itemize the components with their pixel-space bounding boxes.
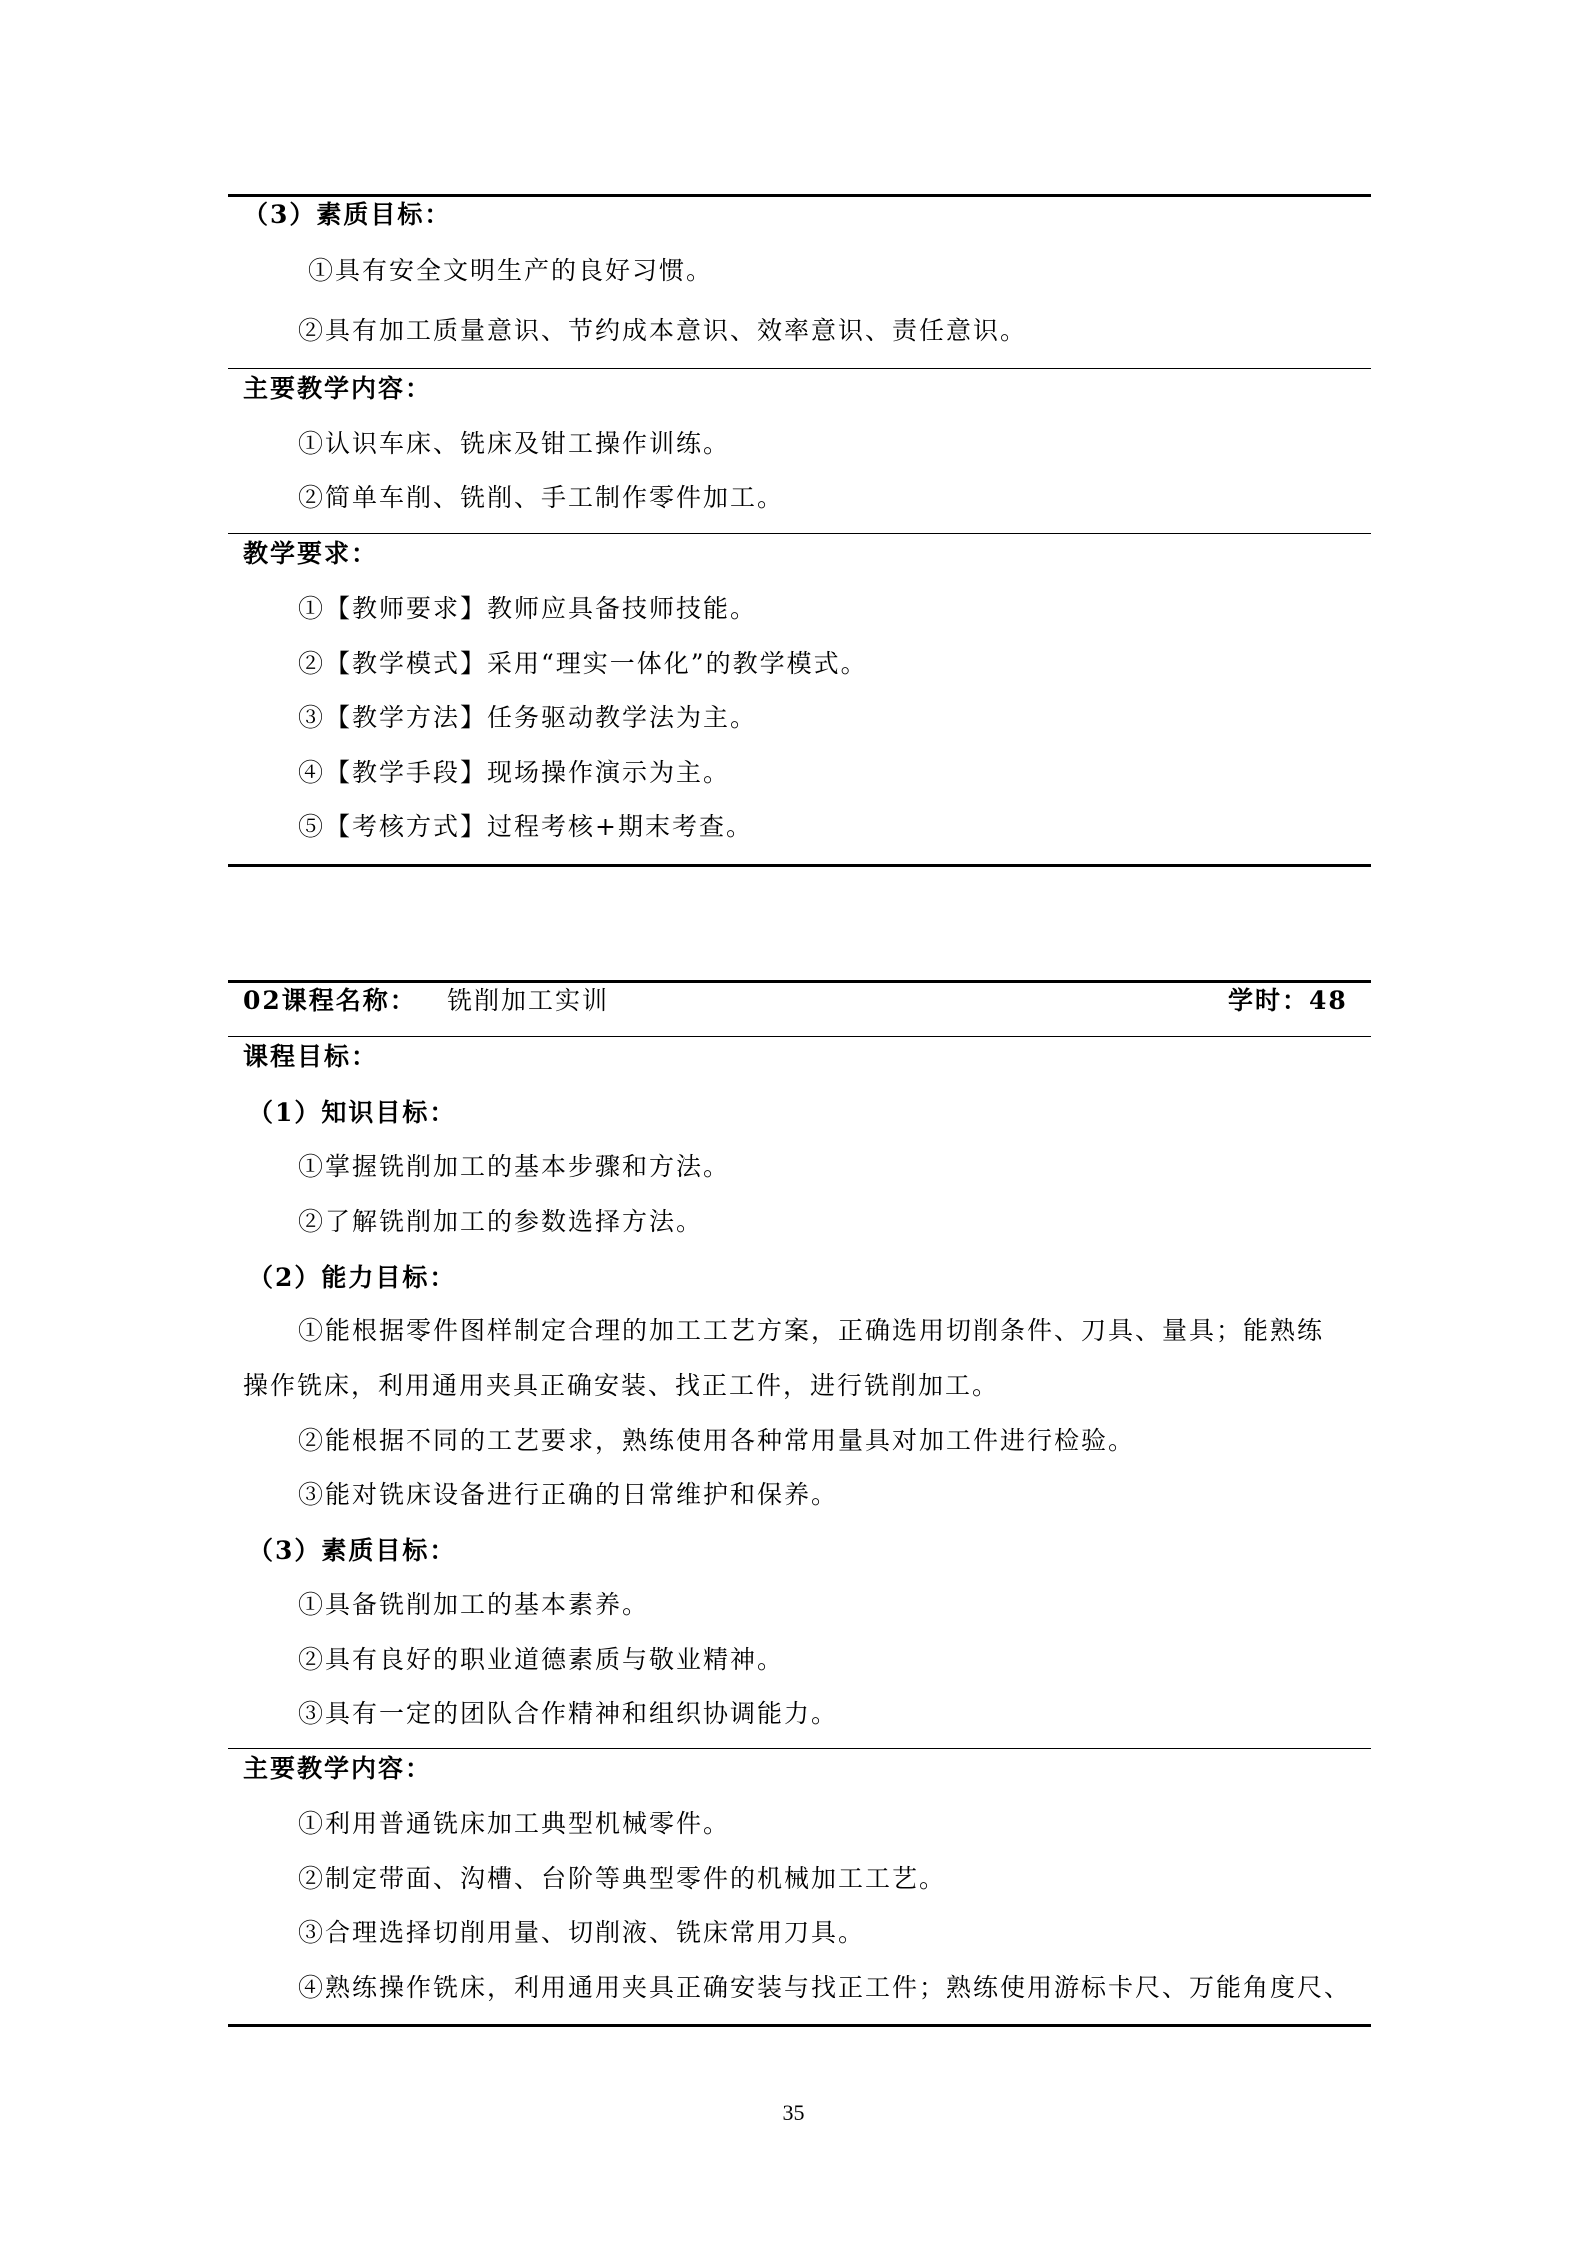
content-heading: 主要教学内容： [243, 374, 433, 403]
knowledge-item: ②了解铣削加工的参数选择方法。 [298, 1207, 704, 1236]
section-end-rule [228, 864, 1371, 867]
divider [228, 533, 1371, 534]
content-item: ③合理选择切削用量、切削液、铣床常用刀具。 [298, 1918, 866, 1947]
ability-item: ③能对铣床设备进行正确的日常维护和保养。 [298, 1480, 839, 1509]
requirements-item: ④【教学手段】现场操作演示为主。 [298, 758, 731, 787]
knowledge-heading: （1）知识目标： [248, 1098, 457, 1127]
requirements-item: ①【教师要求】教师应具备技师技能。 [298, 594, 758, 623]
ability-item: ①能根据零件图样制定合理的加工工艺方案，正确选用切削条件、刀具、量具；能熟练 [298, 1316, 1325, 1345]
content-item: ①认识车床、铣床及钳工操作训练。 [298, 429, 731, 458]
divider [228, 368, 1371, 369]
quality-item: ②具有良好的职业道德素质与敬业精神。 [298, 1645, 785, 1674]
requirements-item: ②【教学模式】采用“理实一体化”的教学模式。 [298, 649, 868, 678]
course-top-rule [228, 980, 1371, 983]
page-number: 35 [782, 2100, 805, 2125]
quality-heading: （3）素质目标： [248, 1536, 457, 1565]
content-item: ①利用普通铣床加工典型机械零件。 [298, 1809, 731, 1838]
requirements-heading: 教学要求： [243, 539, 379, 568]
course-label: 02课程名称： [243, 986, 417, 1015]
content-item: ②简单车削、铣削、手工制作零件加工。 [298, 483, 785, 512]
ability-heading: （2）能力目标： [248, 1263, 457, 1292]
goals-heading: 课程目标： [243, 1042, 379, 1071]
course-hours: 学时：48 [1228, 986, 1348, 1015]
content-heading: 主要教学内容： [243, 1754, 433, 1783]
course-name: 铣削加工实训 [447, 986, 610, 1015]
requirements-item: ③【教学方法】任务驱动教学法为主。 [298, 703, 758, 732]
quality-heading: （3）素质目标： [243, 200, 452, 229]
content-item: ②制定带面、沟槽、台阶等典型零件的机械加工工艺。 [298, 1864, 947, 1893]
divider [228, 1036, 1371, 1037]
top-rule [228, 194, 1371, 197]
quality-item: ①具有安全文明生产的良好习惯。 [308, 256, 714, 285]
ability-item: ②能根据不同的工艺要求，熟练使用各种常用量具对加工件进行检验。 [298, 1426, 1136, 1455]
quality-item: ②具有加工质量意识、节约成本意识、效率意识、责任意识。 [298, 316, 1028, 345]
content-item: ④熟练操作铣床，利用通用夹具正确安装与找正工件；熟练使用游标卡尺、万能角度尺、 [298, 1973, 1352, 2002]
bottom-rule [228, 2024, 1371, 2027]
divider [228, 1748, 1371, 1749]
ability-item-continued: 操作铣床，利用通用夹具正确安装、找正工件，进行铣削加工。 [243, 1371, 1000, 1400]
requirements-item: ⑤【考核方式】过程考核+期末考查。 [298, 812, 753, 841]
knowledge-item: ①掌握铣削加工的基本步骤和方法。 [298, 1152, 731, 1181]
quality-item: ③具有一定的团队合作精神和组织协调能力。 [298, 1699, 839, 1728]
quality-item: ①具备铣削加工的基本素养。 [298, 1590, 650, 1619]
